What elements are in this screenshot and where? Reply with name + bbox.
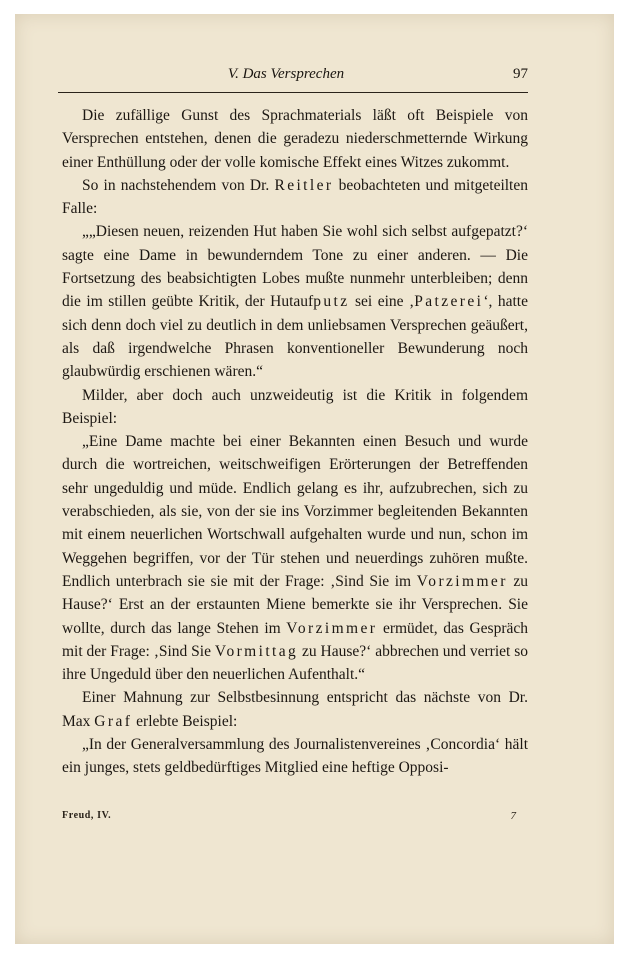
sheet-number: 7 [510, 810, 516, 822]
sheet-signature: Freud, IV. [62, 810, 112, 821]
text-run: ermüdet, das Gespräch mit der Frage: ‚Sind Sie [62, 619, 528, 660]
text-run: „Eine Dame machte bei einer Bekannten einen Besuch und wurde durch die wortreichen, weitschweifigen Erörterungen der Betreffenden sehr ungeduldig und müde. Endlich gelang es ihr, aufzubrechen, sich zu verabschieden, als sie, von der sie ins Vorzimmer begleitenden Bekannten mit einem neuerlichen Wortschwall aufgehalten wurde und nun, schon im Weggehen begriffen, vor der Tür stehen und neuerdings zuhören mußte. Endlich unterbrach sie sie mit der Frage: ‚Sind Sie im [62, 433, 528, 590]
spaced-word: Vormittag [214, 642, 299, 660]
text-run: So in nachstehendem von Dr. [82, 176, 275, 194]
page-header [44, 66, 528, 92]
spaced-word: Patzerei [414, 293, 484, 311]
text-run: Milder, aber doch auch unzweideutig ist die Kritik in folgendem Beispiel: [62, 386, 528, 427]
paragraph [62, 220, 528, 383]
spaced-word: putz [313, 293, 350, 311]
body-text [62, 104, 528, 780]
paragraph [62, 174, 528, 221]
text-run: „„Diesen neuen, reizenden Hut haben Sie wohl sich selbst aufgepatzt?‘ sagte eine Dame in bewunderndem Tone zu einer anderen. — Die Fortsetzung des beabsichtigten Lobes mußte nunmehr unterbleiben; denn die im stillen geübte Kritik, der Hutauf [62, 223, 528, 311]
spaced-word: Vorzimmer [416, 572, 508, 590]
text-run: „In der Generalversammlung des Journalistenvereines ‚Concordia‘ hält ein junges, stets geldbedürftiges Mitglied eine heftige Opposi- [62, 736, 528, 777]
text-run: beobachteten und mitgeteilten Falle: [62, 176, 528, 218]
text-run: sei eine ‚ [349, 293, 415, 311]
paragraph [62, 430, 528, 686]
paragraph [62, 384, 528, 431]
text-run: zu Hause?‘ abbrechen und verriet so ihre Ungeduld über den neuerlichen Aufenthalt.“ [62, 642, 528, 684]
spaced-name: Reitler [274, 176, 334, 194]
page-number: 97 [513, 66, 528, 82]
text-run: erlebte Beispiel: [132, 712, 238, 730]
text-run: zu Hause?‘ Erst an der erstaunten Miene bemerkte sie ihr Versprechen. Sie wollte, durch das lange Stehen im [62, 572, 528, 637]
text-run: ‘, hatte sich denn doch viel zu deutlich in dem unliebsamen Versprechen geäußert, als daß irgendwelche Phrasen konventioneller Bewunderung noch glaubwürdig erschienen wären.“ [62, 293, 528, 381]
paragraph [62, 686, 528, 733]
running-title: V. Das Versprechen [227, 66, 345, 82]
spaced-name: Graf [94, 712, 133, 730]
text-run: Einer Mahnung zur Selbstbesinnung entspricht das nächste von Dr. Max [62, 689, 528, 730]
header-rule [58, 92, 528, 93]
paragraph [62, 733, 528, 780]
paragraph [62, 104, 528, 174]
spaced-word: Vorzimmer [286, 619, 378, 637]
text-run: Die zufällige Gunst des Sprachmaterials läßt oft Beispiele von Versprechen entstehen, denen die geradezu niederschmetternde Wirkung einer Enthüllung oder der volle komische Effekt eines Witzes zukommt. [62, 107, 528, 171]
